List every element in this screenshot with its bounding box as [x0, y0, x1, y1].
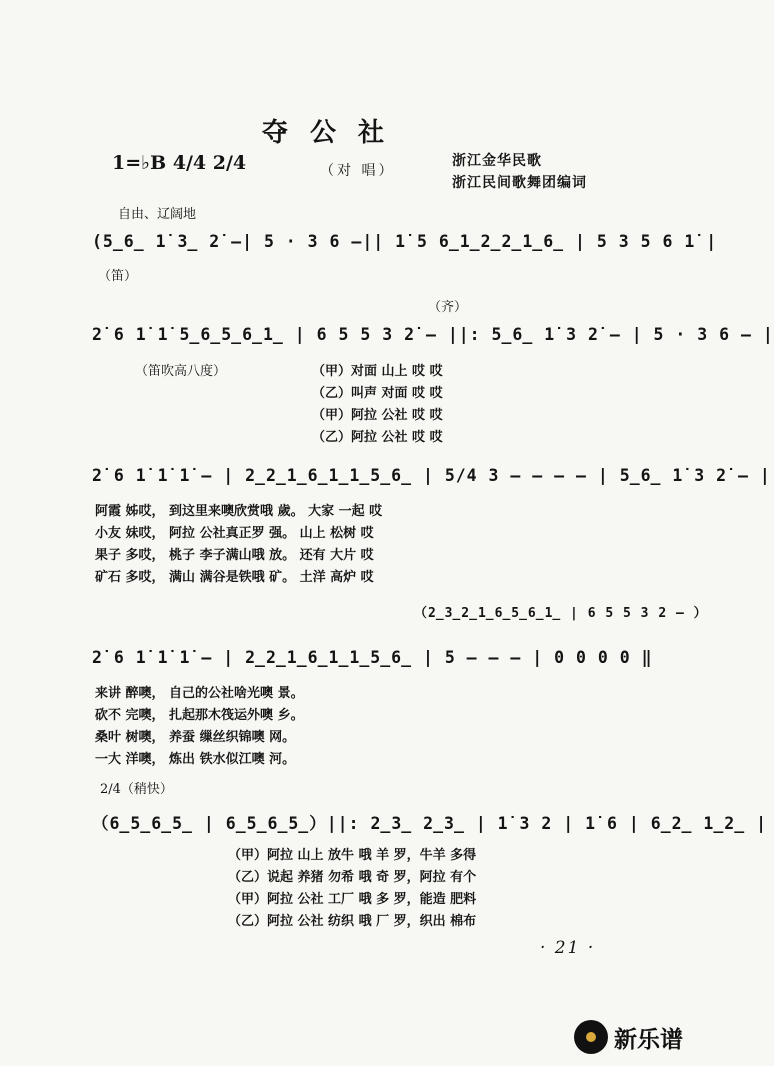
lyric-line: 矿石 多哎， 满山 满谷是铁哦 矿。 土洋 高炉 哎: [95, 570, 374, 585]
performance-mode: （对 唱）: [320, 163, 396, 179]
verse-line: （甲）阿拉 公社 哎 哎: [312, 408, 443, 423]
lyric-line: 果子 多哎， 桃子 李子满山哦 放。 还有 大片 哎: [95, 548, 374, 563]
page-number: · 21 ·: [540, 938, 596, 958]
lyric-line: 砍不 完噢， 扎起那木筏运外噢 乡。: [95, 708, 304, 723]
flute-octave-label: （笛吹高八度）: [135, 364, 227, 379]
key-signature: 1=♭B 4/4 2/4: [112, 152, 247, 174]
lyric-line: 小友 妹哎， 阿拉 公社真正罗 强。 山上 松树 哎: [95, 526, 374, 541]
verse-line: （乙）阿拉 公社 哎 哎: [312, 430, 443, 445]
interlude-notes: （2̲3̲2̲1̲6̲5̲6̲1̲ | 6 5 5 3 2 — ）: [414, 606, 708, 621]
meter-change: 2/4（稍快）: [100, 782, 173, 797]
watermark-logo: [574, 1020, 683, 1054]
lyric-line: 一大 洋噢， 炼出 铁水似江噢 河。: [95, 752, 296, 767]
verse-line: （乙）说起 养猪 勿希 哦 奇 罗，阿拉 有个: [228, 870, 477, 885]
verse-line: （甲）对面 山上 哎 哎: [312, 364, 443, 379]
vinyl-record-icon: [574, 1020, 608, 1054]
lyric-line: 来讲 醉噢， 自己的公社啥光噢 景。: [95, 686, 304, 701]
page-title: 夺公社: [262, 118, 407, 148]
score-line-3: 2̇ 6 1̇ 1̇ 1̇ — | 2̲2̲1̲6̲1̲1̲5̲6̲ | 5/4 3 — — — — | 5̲6̲ 1̇ 3 2̇ — |: [92, 466, 771, 485]
score-line-2: 2̇ 6 1̇ 1̇ 5̲6̲5̲6̲1̲ | 6 5 5 3 2̇ — ||: 5̲6̲ 1̇ 3 2̇ — | 5 · 3 6 — |: [92, 325, 774, 344]
unison-marker: （齐）: [428, 300, 468, 315]
logo-text: 新乐谱: [614, 1026, 683, 1053]
instrument-label-flute: （笛）: [98, 269, 138, 284]
credit-origin: 浙江金华民歌: [452, 153, 542, 169]
score-line-5: （6̲5̲6̲5̲ | 6̲5̲6̲5̲）||: 2̲3̲ 2̲3̲ | 1̇ 3 2 | 1̇ 6 | 6̲2̲ 1̲2̲ |: [92, 814, 768, 833]
verse-line: （甲）阿拉 公社 工厂 哦 多 罗，能造 肥料: [228, 892, 477, 907]
lyric-line: 桑叶 树噢， 养蚕 缫丝织锦噢 网。: [95, 730, 296, 745]
verse-line: （乙）叫声 对面 哎 哎: [312, 386, 443, 401]
verse-line: （甲）阿拉 山上 放牛 哦 羊 罗，牛羊 多得: [228, 848, 477, 863]
lyric-line: 阿霞 姊哎， 到这里来噢欣赏哦 歲。 大家 一起 哎: [95, 504, 383, 519]
score-line-4: 2̇ 6 1̇ 1̇ 1̇ — | 2̲2̲1̲6̲1̲1̲5̲6̲ | 5 — — — | 0 0 0 0 ‖: [92, 648, 653, 667]
tempo-marking: 自由、辽阔地: [118, 207, 197, 222]
score-line-1: (5̲6̲ 1̇ 3̲ 2̇ —| 5 · 3 6 —|| 1̇ 5 6̲1̲2̲2̲1̲6̲ | 5 3 5 6 1̇ |: [92, 232, 718, 251]
credit-lyricist: 浙江民间歌舞团编词: [452, 175, 587, 191]
verse-line: （乙）阿拉 公社 纺织 哦 厂 罗，织出 棉布: [228, 914, 477, 929]
